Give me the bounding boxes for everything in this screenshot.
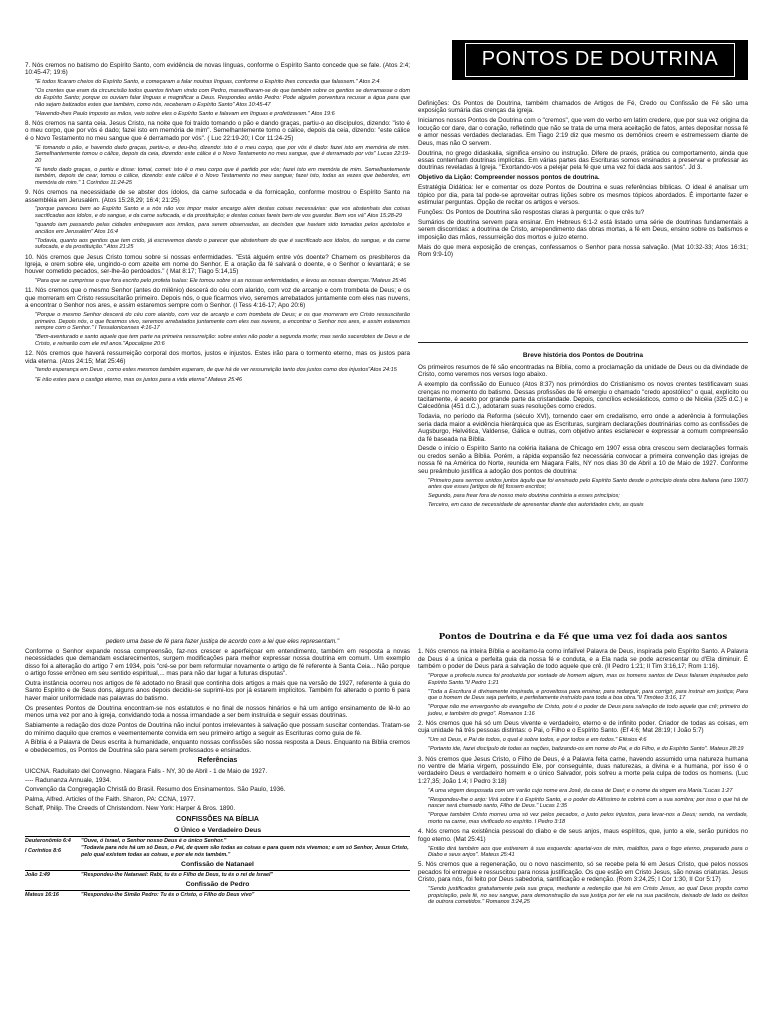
teaching-strategy: Estratégia Didática: ler e comentar os doze Pontos de Doutrina e suas referências bíblicas. O ideal é analisar um tópico por dia, para tal pode-se aproveitar outras lições sobre os mesmos tópicos abordados. É importante fazer e estimular perguntas. Opção de recitar os artigos e versos.	[418, 184, 748, 207]
verse-quote: "Todavia, quanto aos gentios que tem crido, já escrevemos dando o parecer que abstenham do que é sacrificado aos ídolos, do sangue, e da carne sufocada, e da prostituição." Atos 21:25	[35, 237, 410, 251]
confession-row	[25, 838, 410, 844]
article-7: 7. Nós cremos no batismo do Espírito Santo, com evidência de novas línguas, conforme o Espírito Santo concede que se fale. (Atos 2:4; 10:45-47; 19:6)	[25, 62, 410, 77]
confession-heading: Confissão de Pedro	[185, 881, 250, 889]
lesson-objective: Objetivo da Lição: Compreender nossos pontos de doutrina.	[418, 174, 600, 182]
article-3: 3. Nós cremos que Jesus Cristo, o Filho de Deus, é a Palavra feita carne, havendo assumido uma natureza humana no ventre de Maria virgem, possuindo Ele, por conseguinte, duas naturezas, a divina e a humana, por isso é o verdadeiro Deus e verdadeiro homem e o único Salvador, pois sofreu a morte pela culpa de todos os homens. (Luc 1:27,35; João 1:4; I Pedro 3:18)	[418, 755, 748, 785]
verse-quote: "Havendo-lhes Paulo imposto as mãos, veio sobre eles o Espírito Santo e falavam em línguas e profetizavam." Atos 19:6	[35, 110, 335, 117]
confession-note: Mais do que mera exposição de crenças, confessamos o Senhor para nossa salvação. (Mat 10:32-33; Atos 16:31; Rom 9:9-10)	[418, 243, 748, 259]
article-5: 5. Nós cremos que a regeneração, ou o novo nascimento, só se recebe pela fé em Jesus Cristo, que pelos nossos pecados foi entregue e ressuscitou para nossa justificação. Os que estão em Cristo Jesus, são novas criaturas. Jesus Cristo, para nós, foi feito por Deus sabedoria, santificação e redenção. (Rom 3:24,25; I Cor 1:30, II Cor 5:17)	[418, 861, 748, 884]
verse-quote: "E tendo dado graças, o partiu e disse: tomai, comei: isto é o meu corpo que é partido por vós; fazei isto em memória de mim. Semelhantemente também, depois de cear, tomou o cálice, dizendo: este cálice é o Novo Testamento no meu sangue; fazei isto, todas as vezes que beberdes, em memória de mim." 1 Coríntios 11:24-25	[35, 166, 410, 187]
divider	[25, 836, 410, 837]
verse-quote: "E todos ficaram cheios do Espírito Santo, e começaram a falar noutras línguas, conforme o Espírito lhes concedia que falassem." Atos 2:4	[35, 79, 380, 86]
verse-quote: "Toda a Escritura é divinamente inspirada, e proveitosa para ensinar, para redarguir, para corrigir, para instruir em justiça; Para que o homem de Deus seja perfeito, e perfeitamente instruído para toda a boa obra."II Timóteo 3:16, 17	[428, 688, 748, 702]
confession-row	[25, 872, 410, 878]
right-column	[418, 100, 748, 261]
definitions: Definições: Os Pontos de Doutrina, também chamados de Artigos de Fé, Credo ou Confissão de Fé são uma exposição sumária das crenças da igreja.	[418, 100, 748, 115]
verse-quote: "Então dirá também aos que estiverem à sua esquerda: apartai-vos de mim, malditos, para o fogo eterno, preparado para o Diabo e seus anjos". Mateus 25:41	[428, 845, 748, 859]
divider	[25, 870, 410, 871]
changes-paragraph: Outra instância ocorreu nos artigos de fé adotado no Brasil que continha dois artigos a mais que na versão de 1927, referente à guia do Santo Espírito e de Seus dons, alguns anos depois decidiu-se suprimi-los por já estarem implícitos. Também foi alterado o ponto 6 para haver maior uniformidade nas palavras do batismo.	[25, 680, 410, 702]
confession-row	[25, 892, 410, 898]
verse-quote: "quando iam passando pelas cidades entregavam aos irmãos, para serem observadas, as decisões que haviam sido tomadas pelos apóstolos e anciãos em Jerusalém" Atos 16:4	[35, 222, 410, 235]
verse-quote: "tendo esperança em Deus , como estes mesmos também esperam, de que há de ver ressurreição tanto dos justos como dos injustos"Atos 24:15	[35, 367, 397, 374]
section-divider	[418, 342, 748, 343]
verse-quote: "Portanto ide, fazei discípulo de todas as nações, batizando-os em nome do Pai, e do Filho, e do Espírito Santo". Mateus 28:19	[428, 746, 744, 753]
divider	[25, 890, 410, 891]
lower-left-column	[25, 638, 410, 900]
confession-heading: O Único e Verdadeiro Deus	[173, 826, 262, 834]
functions: Funções: Os Pontos de Doutrina são respostas claras à pergunta: o que crês tu?	[418, 208, 645, 216]
history-paragraph: Todavia, no período da Reforma (século XVI), tornendo caer em credalismo, erro onde a aderência à formulações seria dada maior a evidência hierárquica que as Escrituras, surgiram declarações doutrinárias como as confissões de Augsburgo, Helvética, Valdense, Gálica e outras, com objetivo antes esclarecer e expressar a comum compreensão da fé baseada na Bíblia.	[418, 413, 748, 443]
reference-item: Palma, Alfred. Articles of the Faith. Sharon, PA: CCNA, 1977.	[25, 795, 196, 803]
verse-quote: "Respondeu-lhe o anjo: Virá sobre ti o Espírito Santo, e o poder do Altíssimo te cobrirá com a sua sombra; por isso o que há de nascer será chamado santo, Filho de Deus." Lucas 1:35	[428, 796, 748, 810]
verse-quote: "Porque também Cristo morreu uma só vez pelos pecados, o justo pelos injustos, para levar-nos a Deus; sendo, na verdade, morto na carne, mas vivificado no espírito. I Pedro 3:18	[428, 812, 748, 826]
verse-quote: "Bem-aventurado e santo aquele que tem parte na primeira ressurreição: sobre estes não poder a segunda morte; mas serão sacerdotes de Deus e de Cristo, e reinarão com ele mil anos."Apocalipse 20:6	[35, 334, 410, 348]
article-9: 9. Nós cremos na necessidade de se abster dos ídolos, da carne sufocada e da fornicação, conforme mostrou o Espírito Santo na assembléia em Jerusalém. (Atos 15:28,29; 16:4; 21:25)	[25, 189, 410, 204]
confession-text: "Ouve, ó Israel, o Senhor nosso Deus é o único Senhor."	[81, 837, 227, 844]
confession-heading: Confissão de Natanael	[181, 861, 254, 869]
article-12: 12. Nós cremos que haverá ressurreição corporal dos mortos, justos e injustos. Estes irão para o tormento eterno, mas os justos para vida eterna. (Atos 24:15; Mat 25:46)	[25, 350, 410, 365]
verse-quote: "Os crentes que eram da circuncisão todos quantos tinham vindo com Pedro, maravilharam-se de que também sobre os gentios se derramasse o dom do Espírito Santo; porque os ouviam falar línguas e magnificar a Deus. Respondeu então Pedro: Pode alguém porventura recusar a água para que não sejam batizados estes que também, como nós, receberam o Espírito Santo" Atos 10:45-47	[35, 88, 410, 108]
confession-row	[25, 845, 410, 858]
verse-quote: "E irão estes para o castigo eterno, mas os justos para a vida eterna".Mateus 25:46	[35, 376, 243, 383]
lower-right-column	[418, 632, 748, 908]
doutrina-paragraph: Doutrina, no grego didaskalia, significa ensino ou instrução. Difere de praxis, prática ou comportamento, ainda que essas contenham doutrinas implícitas. Em várias partes das Escrituras somos ensinados a preservar e professar as doutrinas reveladas à Igreja. "Exortando-vos a pelejar pela fé que uma vez foi dada aos santos". Jd 3.	[418, 149, 748, 172]
confession-ref: Mateus 16:16	[25, 892, 59, 899]
verse-quote: "Para que se cumprisse o que fora escrito pelo profeta Isaías: Ele tomou sobre si as nossas enfermidades, e levou as nossas doenças."Mateus 25:46	[35, 278, 407, 285]
confession-text: "Todavia para nós há um só Deus, o Pai, de quem são todas as coisas e para quem nós vivemos; e um só Senhor, Jesus Cristo, pelo qual existem todas as coisas, e por ele nós também."	[81, 845, 409, 858]
preamble-quote: Segundo, para frear fora de nosso meio doutrina contrária a esses princípios;	[428, 493, 620, 500]
verse-quote: "Sendo justificados gratuitamente pela sua graça, mediante a redenção que há em Cristo Jesus, ao qual Deus propôs como propiciação, pela fé, no seu sangue, para demonstração da sua justiça por ter ele na sua paciência, deixado de lado os delitos de outrora cometidos." Romanos 3:24,25	[428, 885, 748, 906]
verse-quote: "E tomando o pão, e havendo dado graças, partiu-o, e deu-lho, dizendo: isto é o meu corpo, que por vós é dado: fazei isto em memória de mim. Semelhantemente tomou o cálice, depois da ceia, dizendo: este cálice é o Novo Testamento no meu sangue, que é derramado por vós" Lucas 22:19-20	[35, 144, 410, 164]
changes-paragraph: Os presentes Pontos de Doutrina encontram-se nos estatutos e no final de nossos hinários e há um antigo ensinamento de lê-lo ao menos uma vez por ano à igreja, convidando toda a nossa irmandade a ser bem instruída e seguir essas doutrinas.	[25, 704, 410, 720]
references-heading: Referências	[197, 757, 238, 765]
reference-item: Convenção da Congregação Christã do Brasil. Resumo dos Ensinamentos. São Paulo, 1936.	[25, 786, 286, 794]
changes-paragraph: Sabiamente a redação dos doze Pontos de Doutrina não incluí pontos irrelevantes à salvação que possam suscitar contendas. Tratam-se do mínimo daquilo que cremos e veementemente convida em seu primeiro artigo a seguir as Escrituras como guia de fé.	[25, 722, 410, 737]
title-banner	[452, 40, 748, 80]
confession-ref: Deuteronômio 6:4	[25, 837, 71, 844]
history-paragraph: Os primeiros resumos de fé são encontradas na Bíblia, como a proclamação da unidade de Deus ou da divindade de Cristo, como veremos nos versos logo abaixo.	[418, 363, 748, 379]
verse-quote: "Porque o mesmo Senhor descerá do céu com alarido, com voz de arcanjo e com trombeta de Deus; e os que morreram em Cristo ressuscitarão primeiro. Depois nós, o que ficarmos vivo, seremos arrebatados juntamente com eles nas nuvens, a encontrar o Senhor nos ares, e assim estaremos sempre com o Senhor." I Tessalonicenses 4:16-17	[35, 312, 410, 332]
article-4: 4. Nós cremos na existência pessoal do diabo e de seus anjos, maus espíritos, que, junto a ele, serão punidos no fogo eterno. (Mat 25:41)	[418, 828, 748, 843]
reference-item: ---- Radunanza Annuale, 1934.	[25, 776, 112, 784]
reference-item: UICCNA. Raduitato del Convegno. Niagara Falls - NY, 30 de Abril - 1 de Maio de 1927.	[25, 767, 268, 775]
preamble-quote: "Primeiro para sermos unidos juntos àquilo que foi ensinado pelo Espírito Santo desde o princípio desta obra italiana (ano 1907) antes que esses [artigos de fé] fossem escritos;	[428, 477, 748, 491]
verse-quote: "Porque a profecia nunca foi produzida por vontade de homem algum, mas os homens santos de Deus falaram inspirados pelo Espírito Santo."II Pedro 1:21	[428, 672, 748, 686]
preamble-quote-end: pedem uma base de fé para fazer justiça de acordo com a lei que eles representam."	[105, 638, 340, 645]
preamble-quote: Terceiro, em caso de necessidade de apresentar diante das autoridades civis, as quais	[428, 502, 644, 509]
page-title: PONTOS DE DOUTRINA	[465, 43, 735, 77]
article-11: 11. Nós cremos que o mesmo Senhor (antes do milênio) descerá do céu com alarido, com voz de arcanjo e com trombeta de Deus; e os que morreram em Cristo ressuscitarão primeiro. Depois nós, o que ficarmos vivo, seremos arrebatados juntamente com eles nas nuvens, a encontrar o Senhor nos ares, e assim estaremos sempre com o Senhor. (I Tess 4:16-17; Apo 20:6)	[25, 287, 410, 310]
verse-quote: "porque pareceu bem ao Espírito Santo e a nós não vos impor maior encargo além destas coisas necessárias: que vos abstenhais das coisas sacrificadas aos ídolos, e do sangue, e da carne sufocada, e da prostituição; e destas coisas fareis bem de vos guardar. Bem vos vá" Atos 15:28-29	[35, 206, 410, 220]
reference-item: Schaff, Philip. The Creeds of Christendom. New York: Harper & Bros. 1890.	[25, 805, 236, 813]
article-2: 2. Nós cremos que há só um Deus vivente e verdadeiro, eterno e de infinito poder. Criador de todas as coisas, em cuja unidade há três pessoas distintas: o Pai, o Filho e o Espírito Santo. (Ef 4:6; Mat 28:19; I João 5:7)	[418, 719, 748, 735]
history-paragraph: Desde o início o Espírito Santo na coléria italiana de Chicago em 1907 essa obra crescou sem declarações formais ou credos senão a Bíblia. Porém, a rápida expansão fez necessária convocar a primeira convenção das igrejas de nossa fé na América do Norte, reunida em Niagara Falls, NY nos dias 30 de Abril a 10 de Maio de 1927. Conforme seu preâmbulo justifica a adoção dos pontos de doutrina:	[418, 445, 748, 475]
history-heading: Breve história dos Pontos de Doutrina	[522, 352, 644, 359]
article-10: 10. Nós cremos que Jesus Cristo tomou sobre si nossas enfermidades. "Está alguém entre vós doente? Chamem os presbíteros da Igreja, e orem sobre ele, ungindo-o com azeite em nome do Senhor. E a oração da fé salvará o doente, e o Senhor o levantará; e se houver cometido pecados, ser-lhe-ão perdoados." ( Mat 8:17; Tiago 5:14,15)	[25, 253, 410, 276]
verse-quote: "A uma virgem desposada com um varão cujo nome era José, da casa de Davi; e o nome da virgem era Maria."Lucas 1:27	[428, 787, 733, 794]
confession-ref: João 1:49	[25, 872, 50, 879]
changes-paragraph: Conforme o Senhor expande nossa compreensão, faz-nos crescer e aperfeiçoar em entendimento, também em resposta a novas necessidades que demandam esclarecimentos, surgem modificações para melhor expressar nossa doutrina em comum. Um exemplo disso foi a alteração do artigo 7 em 1934, pois "cré-se por bem reformular novamente o artigo de fé referente à Santa Ceia... Não porque o artigo fosse errôneo em seu sentido espiritual,... mas para não dar lugar a futuras disputas".	[25, 647, 410, 678]
history-section	[418, 348, 748, 512]
verse-quote: "Um só Deus, e Pai de todos, o qual é sobre todos, e por todos e em todos." Efésios 4:6	[428, 737, 647, 744]
left-column	[25, 62, 410, 386]
changes-paragraph: A Bíblia é a Palavra de Deus escrita à humanidade, enquanto nossas confissões são nossa resposta a Deus. Enquanto na Bíblia cremos e obedecemos, os Pontos de Doutrina são para serem professados e ensinados.	[25, 739, 410, 754]
confession-text: "Respondeu-lhe Natanael: Rabi, tu és o Filho de Deus, tu és o rei de Israel"	[81, 872, 274, 879]
confession-text: "Respondeu-lhe Simão Pedro: Tu és o Cristo, o Filho do Deus vivo"	[81, 892, 255, 899]
articles-title: Pontos de Doutrina e da Fé que uma vez foi dada aos santos	[438, 632, 728, 642]
verse-quote: "Porque não me envergonho do evangelho de Cristo, pois é o poder de Deus para salvação de todo aquele que crê; primeiro do judeu, e também do grego". Romanos 1:16	[428, 704, 748, 717]
confession-ref: I Coríntios 8:6	[25, 848, 61, 855]
confessions-heading: CONFISSÕES NA BÍBLIA	[176, 815, 259, 823]
history-paragraph: A exemplo da confissão do Eunuco (Atos 8:37) nos primórdios do Cristianismo os novos crentes testificavam suas crenças no momento do batismo. Dessas profissões de fé emergiu o chamado "credo apostólico" o qual, explícito ou tacitamente, é aceito por grande parte da cristandade. Depois, concílios eclesiásticos, como o de Nicéia (325 d.C.) e Calcedônia (451 d.C.), adotaram suas resoluções como credos.	[418, 381, 748, 411]
article-8: 8. Nós cremos na santa ceia. Jesus Cristo, na noite que foi traído tomando o pão e dando graças, partiu-o ao discípulos, dizendo: "isto é o meu corpo, que por vós é dado; fazei isto em memória de mim". Semelhantemente tomo o cálice, depois da ceia, dizendo: "este cálice é o Novo Testamento no meu sangue que é derramado por vós". ( Luc 22:19-20; I Cor 11:24-25)	[25, 119, 410, 142]
summaries: Sumários de doutrina servem para ensinar. Em Hebreus 6:1-2 está listado uma série de doutrinas fundamentais a serem discorridas: a doutrina de Cristo, arrependimento das obras mortas, a fé em Deus, ensino sobre os batismos e imposição das mãos, ressurreição dos mortos e juízo eterno.	[418, 218, 748, 241]
credo-paragraph: Iniciamos nossos Pontos de Doutrina com o "cremos", que vem do verbo em latim credere, que por sua vez origina da locução cor dare, dar o coração, refletindo que não se trata de uma mera aceitação de fatos, antes depositar nossa fé e amor nessas verdades declaradas. Em Tiago 2:19 diz que mesmo os demônios creem e estremessem diante de Deus, mas não O servem.	[418, 117, 748, 147]
article-1: 1. Nós cremos na inteira Bíblia e aceitamo-la como infalível Palavra de Deus, inspirada pelo Espírito Santo. A Palavra de Deus é a única e perfeita guia da nossa fé e conduta, e a Ela nada se pode acrescentar ou d'Ela diminuir. É também o poder de Deus para a salvação de todo aquele que crê. (II Pedro 1:21; II Tim 3:16,17; Rom 1:16).	[418, 648, 748, 670]
